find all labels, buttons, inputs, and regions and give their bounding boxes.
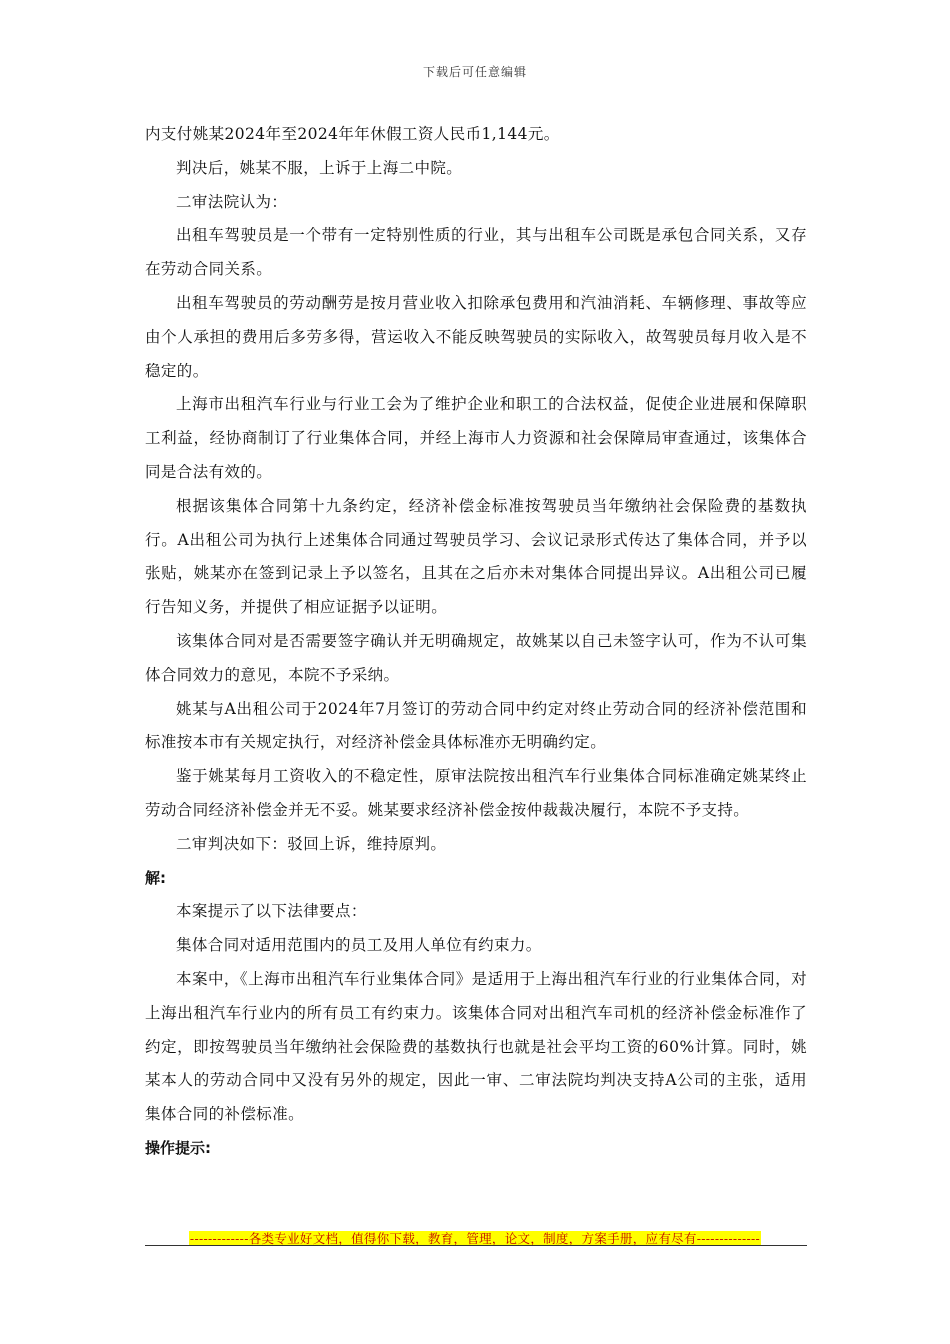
paragraph: 集体合同对适用范围内的员工及用人单位有约束力。 bbox=[176, 936, 542, 955]
paragraph: 二审法院认为： bbox=[176, 192, 288, 211]
document-body bbox=[145, 118, 807, 1166]
paragraph: 内支付姚某2024年至2024年年休假工资人民币1,144元。 bbox=[145, 125, 560, 143]
paragraph: 该集体合同对是否需要签字确认并无明确规定，故姚某以自己未签字认可，作为不认可集体合同效力的意见，本院不予采纳。 bbox=[145, 631, 807, 684]
tips-heading: 操作提示: bbox=[145, 1138, 211, 1157]
paragraph: 出租车驾驶员的劳动酬劳是按月营业收入扣除承包费用和汽油消耗、车辆修理、事故等应由个人承担的费用后多劳多得，营运收入不能反映驾驶员的实际收入，故驾驶员每月收入是不稳定的。 bbox=[145, 293, 807, 380]
paragraph: 鉴于姚某每月工资收入的不稳定性，原审法院按出租汽车行业集体合同标准确定姚某终止劳动合同经济补偿金并无不妥。姚某要求经济补偿金按仲裁裁决履行，本院不予支持。 bbox=[145, 767, 807, 819]
page-header: 下载后可任意编辑 bbox=[422, 65, 527, 79]
paragraph: 本案提示了以下法律要点： bbox=[176, 902, 367, 921]
paragraph: 判决后，姚某不服，上诉于上海二中院。 bbox=[176, 158, 463, 177]
paragraph: 姚某与A出租公司于2024年7月签订的劳动合同中约定对终止劳动合同的经济补偿范围和标准按本市有关规定执行，对经济补偿金具体标准亦无明确约定。 bbox=[145, 699, 807, 752]
paragraph: 二审判决如下：驳回上诉，维持原判。 bbox=[176, 834, 447, 853]
footer-divider bbox=[145, 1245, 807, 1246]
paragraph: 本案中，《上海市出租汽车行业集体合同》是适用于上海出租汽车行业的行业集体合同，对上海出租汽车行业内的所有员工有约束力。该集体合同对出租汽车司机的经济补偿金标准作了约定，即按驾驶员当年缴纳社会保险费的基数执行也就是社会平均工资的60%计算。同时，姚某本人的劳动合同中又没有另外的规定，因此一审、二审法院均判决支持A公司的主张，适用集体合同的补偿标准。 bbox=[145, 969, 807, 1124]
solution-heading: 解: bbox=[145, 868, 166, 887]
paragraph: 根据该集体合同第十九条约定，经济补偿金标准按驾驶员当年缴纳社会保险费的基数执行。A出租公司为执行上述集体合同通过驾驶员学习、会议记录形式传达了集体合同，并予以张贴，姚某亦在签到记录上予以签名，且其在之后亦未对集体合同提出异议。A出租公司已履行告知义务，并提供了相应证据予以证明。 bbox=[145, 496, 807, 617]
footer-text: -------------各类专业好文档，值得你下载，教育，管理，论文，制度，方案手册，应有尽有-------------- bbox=[189, 1231, 761, 1246]
paragraph: 上海市出租汽车行业与行业工会为了维护企业和职工的合法权益，促使企业进展和保障职工利益，经协商制订了行业集体合同，并经上海市人力资源和社会保障局审查通过，该集体合同是合法有效的。 bbox=[145, 395, 807, 481]
paragraph: 出租车驾驶员是一个带有一定特别性质的行业，其与出租车公司既是承包合同关系，又存在劳动合同关系。 bbox=[145, 226, 807, 279]
